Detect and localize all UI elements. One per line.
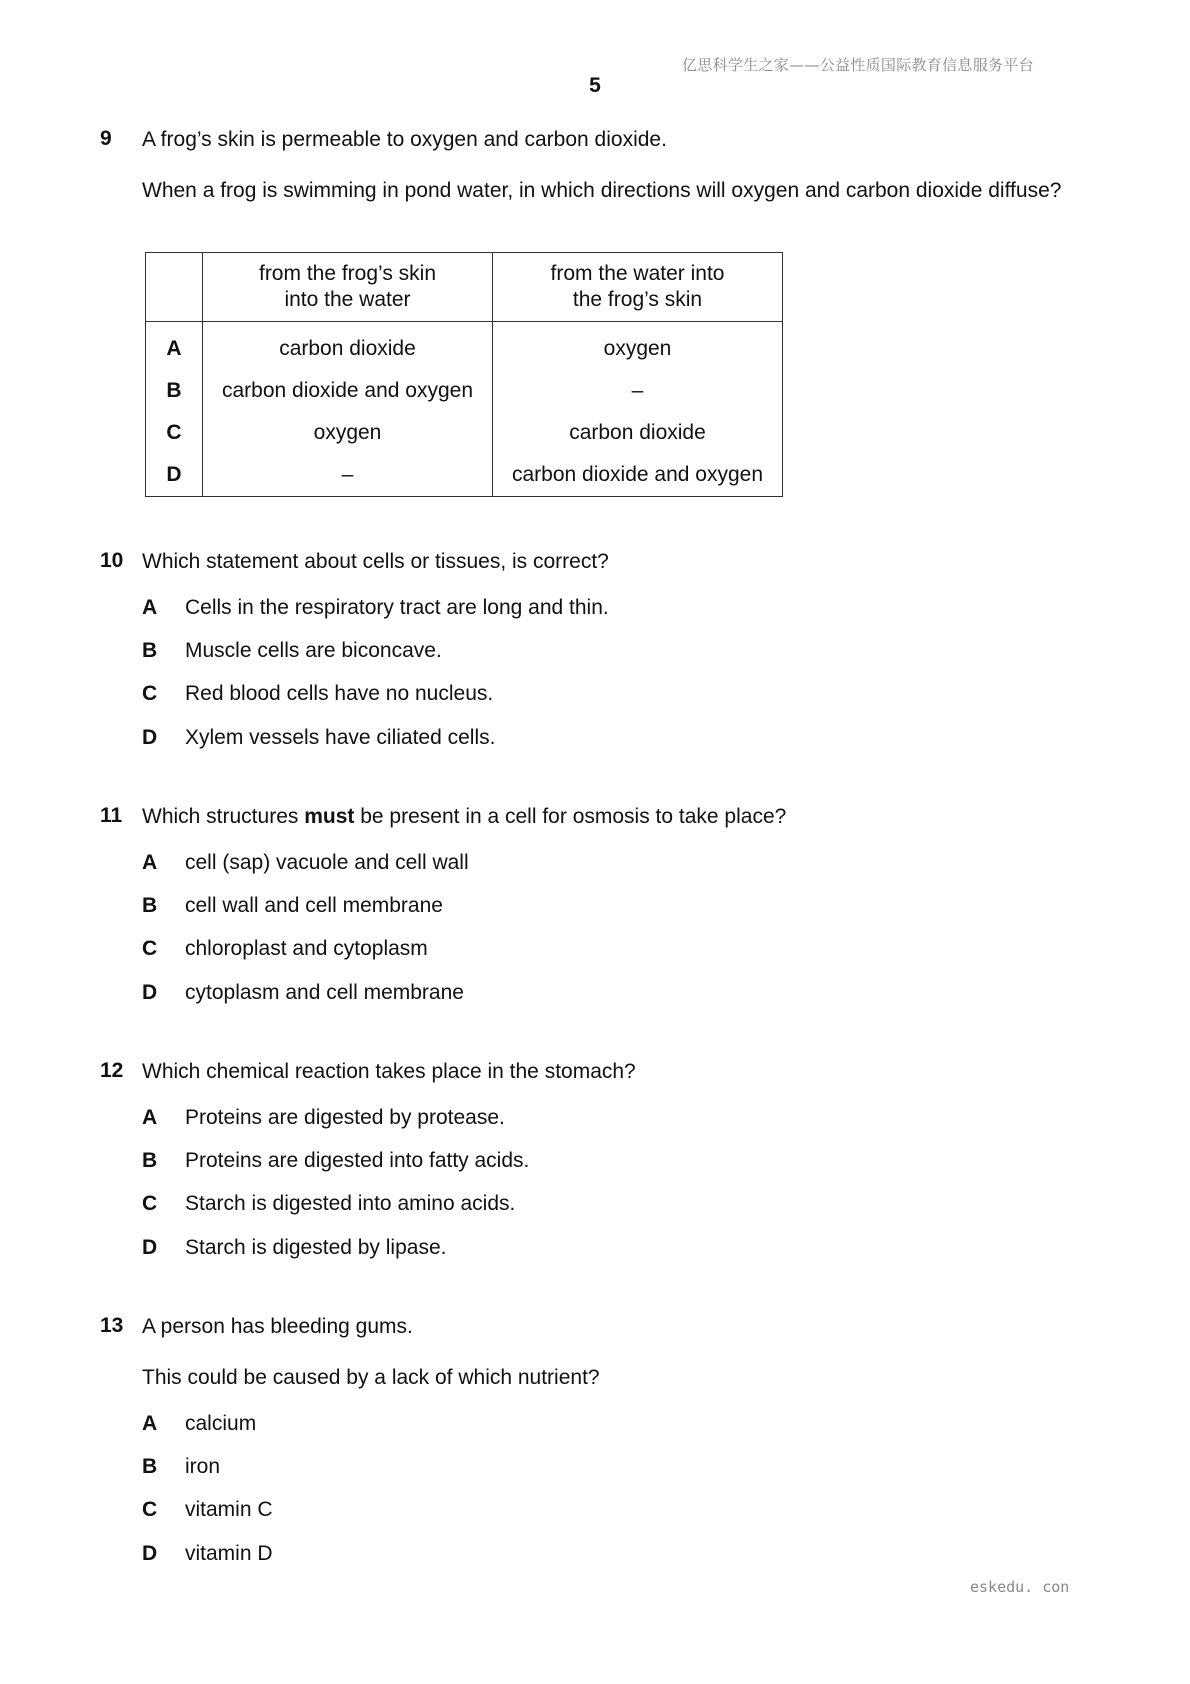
header-line: from the frog’s skin <box>258 262 436 285</box>
table-row <box>146 412 783 454</box>
question-number: 13 <box>100 1314 124 1337</box>
option-letter: B <box>142 894 158 917</box>
option-letter: C <box>142 937 158 960</box>
table-cell: carbon dioxide and oxygen <box>203 370 493 412</box>
table-cell: carbon dioxide <box>493 412 783 454</box>
option-text: vitamin C <box>185 1498 273 1521</box>
option-letter: D <box>142 981 158 1004</box>
footer-site-mark: eskedu. con <box>970 1578 1070 1596</box>
question-number: 10 <box>100 549 124 572</box>
option-text: Red blood cells have no nucleus. <box>185 682 494 705</box>
option-letter: D <box>142 726 158 749</box>
q9-answer-table <box>145 252 783 497</box>
option-text: cell wall and cell membrane <box>185 894 443 917</box>
table-row <box>146 370 783 412</box>
table-row <box>146 322 783 371</box>
option-text: cytoplasm and cell membrane <box>185 981 464 1004</box>
stem-part: be present in a cell for osmosis to take place? <box>354 805 787 828</box>
header-line: the frog’s skin <box>572 288 703 311</box>
option-letter: A <box>142 1106 158 1129</box>
option-letter: B <box>142 1149 158 1172</box>
table-corner-cell <box>146 253 203 322</box>
option-text: chloroplast and cytoplasm <box>185 937 428 960</box>
option-text: Muscle cells are biconcave. <box>185 639 442 662</box>
option-letter: B <box>142 639 158 662</box>
row-letter: D <box>146 454 203 497</box>
stem-part: Which structures <box>142 805 305 828</box>
question-stem <box>142 804 1100 830</box>
option-text: Xylem vessels have ciliated cells. <box>185 726 496 749</box>
table-row <box>146 454 783 497</box>
question-number: 12 <box>100 1059 124 1082</box>
table-header-skin-to-water <box>203 253 493 322</box>
option-text: iron <box>185 1455 221 1478</box>
question-stem: Which statement about cells or tissues, is correct? <box>142 550 609 573</box>
option-text: cell (sap) vacuole and cell wall <box>185 851 469 874</box>
table-cell: – <box>493 370 783 412</box>
table-cell: – <box>203 454 493 497</box>
row-letter: C <box>146 412 203 454</box>
question-stem-2: This could be caused by a lack of which nutrient? <box>142 1366 600 1389</box>
table-cell: carbon dioxide and oxygen <box>493 454 783 497</box>
question-stem: A frog’s skin is permeable to oxygen and carbon dioxide. <box>142 128 667 151</box>
option-letter: C <box>142 1192 158 1215</box>
option-text: Cells in the respiratory tract are long and thin. <box>185 596 609 619</box>
option-letter: A <box>142 1412 158 1435</box>
option-letter: B <box>142 1455 158 1478</box>
row-letter: B <box>146 370 203 412</box>
page-number: 5 <box>589 74 601 97</box>
option-letter: A <box>142 596 158 619</box>
question-number: 11 <box>100 804 123 827</box>
option-letter: D <box>142 1542 158 1565</box>
question-number: 9 <box>100 127 112 150</box>
option-text: vitamin D <box>185 1542 273 1565</box>
option-text: Proteins are digested into fatty acids. <box>185 1149 530 1172</box>
option-text: Proteins are digested by protease. <box>185 1106 505 1129</box>
table-cell: oxygen <box>203 412 493 454</box>
option-text: calcium <box>185 1412 257 1435</box>
stem-emphasis: must <box>304 805 355 828</box>
header-line: from the water into <box>550 262 725 285</box>
table-cell: carbon dioxide <box>203 322 493 371</box>
row-letter: A <box>146 322 203 371</box>
question-stem-2: When a frog is swimming in pond water, in which directions will oxygen and carbon dioxide diffuse? <box>142 179 1062 202</box>
question-stem: Which chemical reaction takes place in the stomach? <box>142 1060 636 1083</box>
table-header-water-to-skin <box>493 253 783 322</box>
header-watermark: 亿思科学生之家——公益性质国际教育信息服务平台 <box>682 56 1034 74</box>
option-text: Starch is digested by lipase. <box>185 1236 447 1259</box>
option-letter: C <box>142 1498 158 1521</box>
table-cell: oxygen <box>493 322 783 371</box>
option-text: Starch is digested into amino acids. <box>185 1192 516 1215</box>
option-letter: D <box>142 1236 158 1259</box>
option-letter: C <box>142 682 158 705</box>
option-letter: A <box>142 851 158 874</box>
header-line: into the water <box>284 288 411 311</box>
question-stem: A person has bleeding gums. <box>142 1315 413 1338</box>
